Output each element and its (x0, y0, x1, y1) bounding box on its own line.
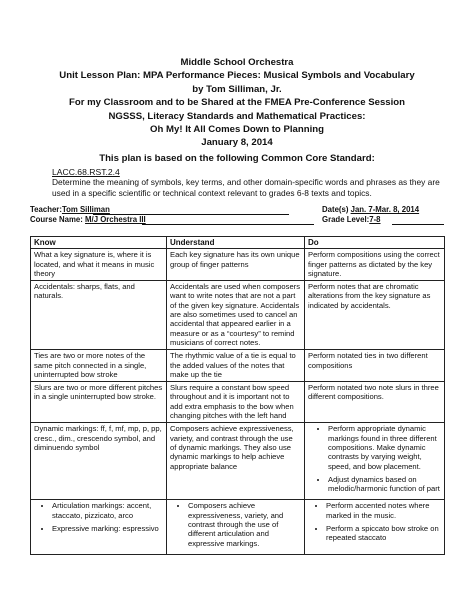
table-header-row (31, 237, 445, 249)
know-cell: Ties are two or more notes of the same pitch connected in a single, uninterrupted bow stroke (31, 350, 167, 382)
title-line-2: Unit Lesson Plan: MPA Performance Pieces: Musical Symbols and Vocabulary (59, 70, 415, 82)
table-row (31, 423, 445, 500)
title-line-7: January 8, 2014 (201, 137, 273, 149)
dates-label: Date(s) (322, 205, 351, 214)
course-label: Course Name: (30, 215, 86, 224)
know-cell: Accidentals: sharps, flats, and naturals. (31, 281, 167, 350)
know-cell (31, 500, 167, 554)
teacher-field (30, 205, 110, 214)
title-line-4: For my Classroom and to be Shared at the FMEA Pre-Conference Session (68, 97, 406, 109)
list-item: • Perform a spiccato bow stroke on repeated staccato (326, 524, 441, 543)
course-value: M/J Orchestra III (85, 215, 146, 224)
know-cell: What a key signature is, where it is located, and what it means in music theory (31, 249, 167, 281)
table-row (31, 500, 445, 554)
do-cell (305, 423, 445, 500)
document-title-block (30, 56, 444, 150)
dates-value: Jan. 7-Mar. 8, 2014 (350, 205, 420, 214)
standard-description: Determine the meaning of symbols, key terms, and other domain-specific words and phrases as they are used in a specific scientific or technical context relevant to grades 6-8 texts and topics. (52, 177, 440, 198)
table-row (31, 281, 445, 350)
column-header-know: Know (31, 237, 167, 249)
do-cell: Perform notated ties in two different compositions (305, 350, 445, 382)
grade-value: 7-8 (369, 215, 381, 224)
grade-field (322, 215, 381, 224)
course-field (30, 215, 146, 224)
grade-underline (392, 224, 444, 225)
list-item: • Perform accented notes where marked in the music. (326, 501, 441, 520)
know-understand-do-table (30, 236, 445, 555)
understand-cell: The rhythmic value of a tie is equal to the added values of the notes that make up the tie (167, 350, 305, 382)
table-row (31, 350, 445, 382)
understand-bullet-list (170, 501, 301, 547)
title-line-1: Middle School Orchestra (180, 57, 294, 68)
list-item: • Adjust dynamics based on melodic/harmonic function of part (328, 475, 441, 494)
table-row (31, 382, 445, 423)
know-cell: Slurs are two or more different pitches in a single uninterrupted bow stroke. (31, 382, 167, 423)
do-cell: Perform notated two note slurs in three different compositions. (305, 382, 445, 423)
understand-cell: Accidentals are used when composers want to write notes that are not a part of the given key signature. Accidentals are also sometimes used to cancel an accidental that appeared earlier in a measure or as a “courtesy” to remind musicians of correct notes. (167, 281, 305, 350)
do-cell: Perform notes that are chromatic alterations from the key signature as indicated by accidentals. (305, 281, 445, 350)
title-line-3: by Tom Silliman, Jr. (192, 83, 282, 95)
do-bullet-list (308, 424, 441, 493)
teacher-value: Tom Silliman (61, 205, 110, 214)
grade-label: Grade Level: (322, 215, 370, 224)
list-item: • Expressive marking: espressivo (52, 524, 163, 533)
do-bullet-list (308, 501, 441, 542)
understand-cell: Slurs require a constant bow speed throughout and it is important not to add extra emphasis to the bow when changing pitches with the left hand (167, 382, 305, 423)
teacher-label: Teacher: (30, 205, 62, 214)
list-item: • Perform appropriate dynamic markings found in three different compositions. Make dynamic contrasts by varying weight, speed, and bow placement. (328, 424, 441, 470)
course-underline (142, 224, 314, 225)
understand-cell (167, 500, 305, 554)
table-row (31, 249, 445, 281)
column-header-understand: Understand (167, 237, 305, 249)
dates-field (322, 205, 419, 214)
do-cell: Perform compositions using the correct finger patterns as dictated by the key signature. (305, 249, 445, 281)
list-item: • Composers achieve expressiveness, variety, and contrast through the use of different articulation and expressive markings. (188, 501, 301, 547)
understand-cell: Each key signature has its own unique group of finger patterns (167, 249, 305, 281)
know-bullet-list (34, 501, 163, 533)
do-cell (305, 500, 445, 554)
column-header-do: Do (305, 237, 445, 249)
standard-heading: This plan is based on the following Common Core Standard: (99, 153, 375, 164)
title-line-6: Oh My! It All Comes Down to Planning (150, 124, 324, 136)
standard-code: LACC.68.RST.2.4 (52, 167, 120, 177)
list-item: • Articulation markings: accent, staccato, pizzicato, arco (52, 501, 163, 520)
understand-cell: Composers achieve expressiveness, variety, and contrast through the use of dynamic markings. They also use dynamic markings to help achieve appropriate balance (167, 423, 305, 500)
title-line-5: NGSSS, Literacy Standards and Mathematical Practices: (108, 110, 366, 122)
know-cell: Dynamic markings: ff, f, mf, mp, p, pp, cresc., dim., crescendo symbol, and diminuendo symbol (31, 423, 167, 500)
